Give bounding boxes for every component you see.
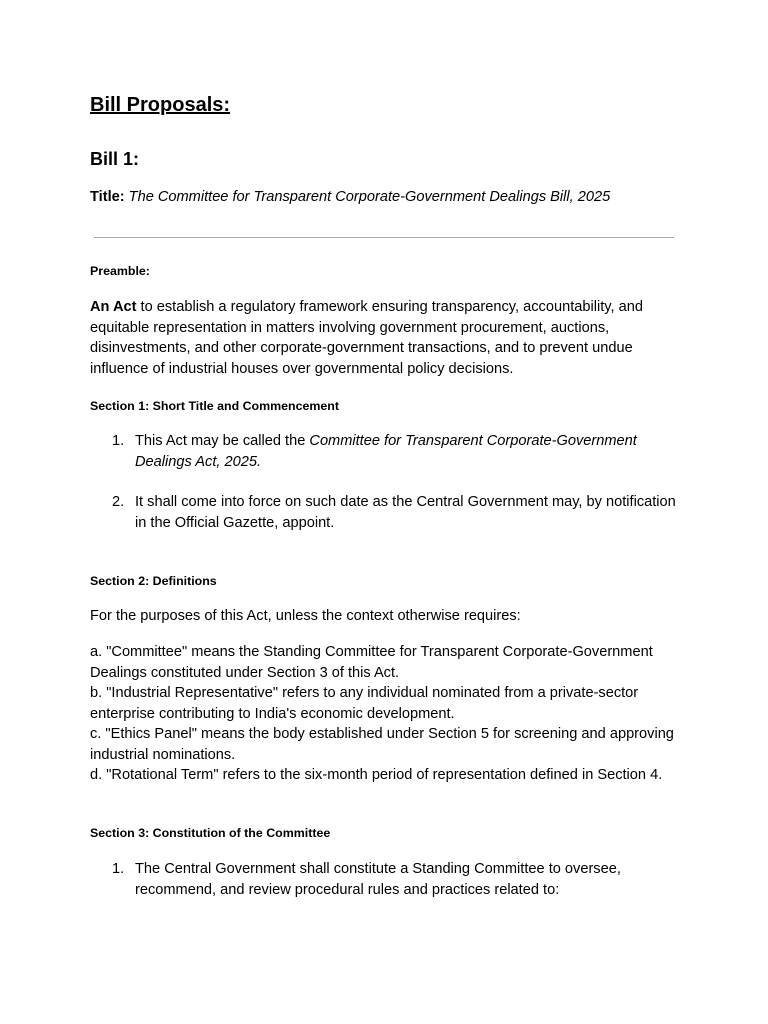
bill-title-label: Title: — [90, 189, 125, 205]
section2-intro: For the purposes of this Act, unless the context otherwise requires: — [90, 608, 521, 624]
preamble-lead: An Act — [90, 299, 137, 315]
list-item-text: The Central Government shall constitute a Standing Committee to oversee, recommend, and review procedural rules and practices related to: — [135, 861, 621, 898]
definition-item: b. "Industrial Representative" refers to any individual nominated from a private-sector enterprise contributing to India's economic development. — [90, 685, 639, 722]
definition-item: c. "Ethics Panel" means the body established under Section 5 for screening and approving industrial nominations. — [90, 726, 674, 763]
list-item-number: 2. — [112, 494, 125, 510]
preamble-body: to establish a regulatory framework ensuring transparency, accountability, and equitable representation in matters involving government procurement, auctions, disinvestments, and other corporate-government transactions, and to prevent undue influence of industrial houses over governmental policy decisions. — [90, 299, 643, 377]
definitions-block — [90, 642, 680, 786]
list-item-text — [135, 431, 680, 472]
page-heading: Bill Proposals: — [90, 94, 231, 116]
bill-title-value: The Committee for Transparent Corporate-Government Dealings Bill, 2025 — [128, 189, 611, 205]
section3-heading: Section 3: Constitution of the Committee — [90, 826, 331, 840]
list-item-text: It shall come into force on such date as the Central Government may, by notification in the Official Gazette, appoint. — [135, 494, 676, 531]
list-item-text-italic: Committee for Transparent Corporate-Government Dealings Act, 2025. — [135, 433, 637, 470]
list-item-number: 1. — [112, 433, 125, 449]
preamble-heading: Preamble: — [90, 264, 150, 278]
preamble-text — [90, 297, 680, 379]
section2-heading: Section 2: Definitions — [90, 574, 217, 588]
section1-heading: Section 1: Short Title and Commencement — [90, 399, 340, 413]
bill-title — [90, 187, 680, 207]
definition-item: a. "Committee" means the Standing Committee for Transparent Corporate-Government Dealings constituted under Section 3 of this Act. — [90, 644, 653, 681]
list-item-text-plain: This Act may be called the — [135, 433, 310, 449]
list-item-number: 1. — [112, 861, 125, 877]
bill-heading: Bill 1: — [90, 149, 140, 169]
definition-item: d. "Rotational Term" refers to the six-month period of representation defined in Section 4. — [90, 767, 663, 783]
horizontal-divider — [94, 237, 674, 238]
